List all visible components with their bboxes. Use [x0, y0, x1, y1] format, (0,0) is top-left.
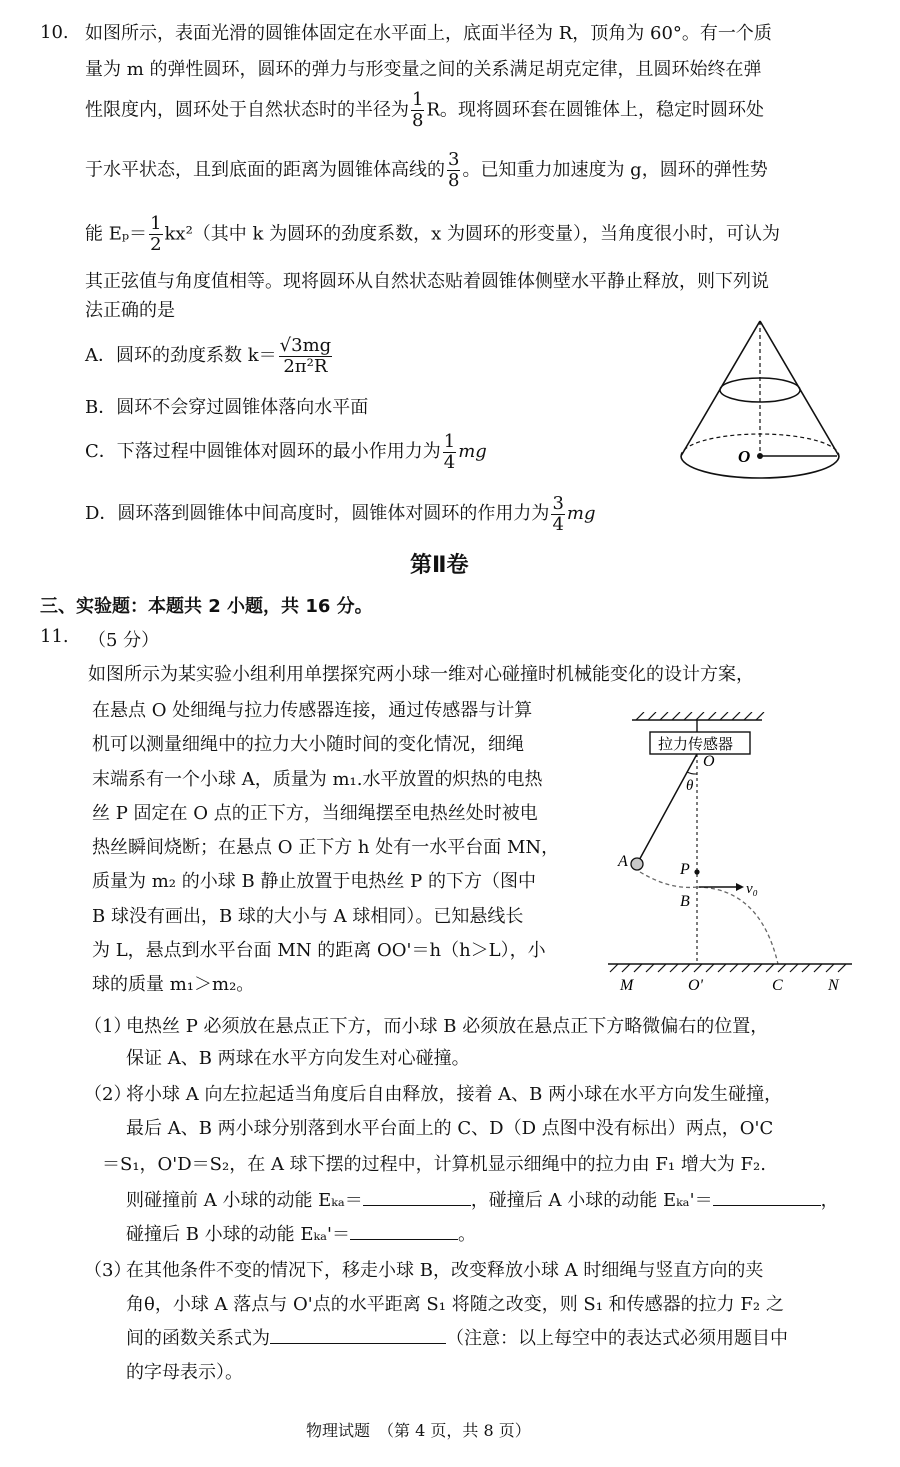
q11-part-3-line-2: 角θ，小球 A 落点与 O'点的水平距离 S₁ 将随之改变，则 S₁ 和传感器的拉力 F₂ 之	[126, 1294, 784, 1315]
cone-figure	[670, 316, 850, 486]
comma: ，	[820, 1190, 839, 1211]
answer-blank-3[interactable]	[350, 1221, 458, 1240]
option-c-unit: mg	[458, 441, 487, 462]
label-o: O	[738, 447, 751, 466]
q10-option-c	[85, 430, 487, 474]
blank-label-3: 碰撞后 B 小球的动能 Eₖₐ'＝	[126, 1224, 350, 1245]
fraction-1-4	[443, 432, 456, 473]
fraction-denominator: 8	[412, 110, 424, 131]
center-point	[757, 453, 763, 459]
q10-line-3-text: 性限度内，圆环处于自然状态时的半径为	[85, 99, 409, 121]
q10-option-a	[85, 334, 334, 378]
fig-label-b: B	[680, 893, 690, 910]
fig-label-theta: θ	[686, 778, 694, 794]
fraction-numerator: 1	[443, 430, 456, 452]
arrow-head	[736, 883, 744, 891]
q10-line-4-text: 于水平状态，且到底面的距离为圆锥体高线的	[85, 159, 445, 181]
q11-body-line: 热丝瞬间烧断；在悬点 O 正下方 h 处有一水平台面 MN，	[92, 837, 560, 859]
part-2-title: 第Ⅱ卷	[410, 553, 469, 578]
q10-option-b: B．圆环不会穿过圆锥体落向水平面	[85, 397, 369, 418]
cone-base-back	[681, 434, 839, 456]
q11-body-line: 球的质量 m₁＞m₂。	[92, 974, 255, 996]
answer-blank-4[interactable]	[270, 1325, 446, 1344]
answer-blank-1[interactable]	[363, 1187, 471, 1206]
pendulum-figure	[600, 712, 865, 997]
fraction-denominator: 4	[443, 451, 456, 473]
q10-line-2: 量为 m 的弹性圆环，圆环的弹力与形变量之间的关系满足胡克定律，且圆环始终在弹	[85, 59, 762, 80]
q11-part-1-line-1: 电热丝 P 必须放在悬点正下方，而小球 B 必须放在悬点正下方略微偏右的位置，	[126, 1016, 769, 1037]
theta-arc	[687, 772, 697, 774]
sensor-label: 拉力传感器	[658, 737, 734, 753]
q11-part-2-line-4	[126, 1186, 839, 1212]
fig-label-m: M	[620, 977, 634, 994]
q11-part-1-line-2: 保证 A、B 两球在水平方向发生对心碰撞。	[126, 1048, 470, 1069]
q10-line-6: 其正弦值与角度值相等。现将圆环从自然状态贴着圆锥体侧壁水平静止释放，则下列说	[85, 271, 769, 292]
q11-intro: 如图所示为某实验小组利用单摆探究两小球一维对心碰撞时机械能变化的设计方案，	[88, 664, 754, 685]
q10-line-4	[85, 150, 768, 191]
q11-body-line: 末端系有一个小球 A，质量为 m₁.水平放置的炽热的电热	[92, 768, 543, 790]
option-d-unit: mg	[566, 503, 596, 524]
q11-part-2-line-3: ＝S₁，O'D＝S₂，在 A 球下摆的过程中，计算机显示细绳中的拉力由 F₁ 增大为 F₂.	[102, 1154, 766, 1175]
q10-line-3-text-end: R。现将圆环套在圆锥体上，稳定时圆环处	[426, 99, 765, 121]
q11-body-line: B 球没有画出，B 球的大小与 A 球相同）。已知悬线长	[92, 905, 524, 927]
ball-a	[631, 858, 643, 870]
ground-hatch	[610, 964, 846, 972]
fraction-numerator: 1	[150, 213, 162, 234]
fraction-denominator: 8	[448, 170, 460, 191]
q11-part-1-number: （1）	[84, 1016, 132, 1037]
fig-label-o-prime: O'	[688, 977, 703, 994]
fraction-numerator: 3	[552, 492, 564, 514]
q10-line-5-text-end: kx²（其中 k 为圆环的劲度系数，x 为圆环的形变量），当角度很小时，可认为	[164, 223, 781, 245]
fraction-3-8	[447, 150, 460, 191]
fig-label-v0: v₀	[746, 881, 758, 897]
period: 。	[458, 1224, 476, 1245]
question-10-number: 10.	[40, 22, 69, 43]
q11-body-line: 为 L，悬点到水平台面 MN 的距离 OO'＝h（h＞L），小	[92, 940, 546, 962]
blank-label-4: 间的函数关系式为	[126, 1328, 270, 1349]
pendulum-string	[637, 754, 697, 864]
projectile-path	[697, 887, 778, 964]
fraction-k	[279, 336, 333, 377]
answer-blank-2[interactable]	[713, 1187, 821, 1206]
q11-score: （5 分）	[88, 630, 160, 651]
fig-label-o: O	[703, 753, 715, 770]
fig-label-n: N	[828, 977, 839, 994]
q11-body-line: 机可以测量细绳中的拉力大小随时间的变化情况，细绳	[92, 734, 524, 756]
q11-part-3-line-3	[126, 1324, 788, 1350]
blank-label-2: ，碰撞后 A 小球的动能 Eₖₐ'＝	[470, 1190, 713, 1211]
fraction-1-2	[149, 214, 162, 255]
option-c-text: C．下落过程中圆锥体对圆环的最小作用力为	[85, 441, 441, 462]
q10-line-1: 如图所示，表面光滑的圆锥体固定在水平面上，底面半径为 R，顶角为 60°。有一个质	[85, 23, 772, 44]
q11-body	[92, 694, 559, 1003]
q11-body-line: 丝 P 固定在 O 点的正下方，当细绳摆至电热丝处时被电	[92, 802, 538, 824]
fraction-numerator: √3mg	[279, 334, 332, 356]
note-text: （注意：以上每空中的表达式必须用题目中	[446, 1328, 788, 1349]
fraction-1-8	[411, 90, 424, 131]
fraction-denominator: 2	[150, 234, 162, 255]
q11-body-line: 在悬点 O 处细绳与拉力传感器连接，通过传感器与计算	[92, 700, 533, 721]
q10-line-5-text: 能 Eₚ＝	[85, 223, 148, 245]
page-footer: 物理试题 （第 4 页，共 8 页）	[306, 1421, 531, 1440]
q11-part-2-line-1: 将小球 A 向左拉起适当角度后自由释放，接着 A、B 两小球在水平方向发生碰撞，	[126, 1084, 783, 1105]
blank-label-1: 则碰撞前 A 小球的动能 Eₖₐ＝	[126, 1190, 363, 1211]
fraction-3-4	[551, 494, 564, 535]
q11-part-3-number: （3）	[84, 1260, 132, 1281]
fraction-numerator: 3	[448, 149, 460, 170]
q10-line-4-text-end: 。已知重力加速度为 g，圆环的弹性势	[462, 159, 768, 181]
fig-label-p: P	[680, 861, 690, 878]
point-p	[694, 869, 699, 874]
section-3-title: 三、实验题：本题共 2 小题，共 16 分。	[40, 596, 373, 617]
q11-part-2-number: （2）	[84, 1084, 132, 1105]
q11-part-2-line-5	[126, 1220, 476, 1246]
q10-option-d	[85, 492, 595, 536]
q11-part-3-line-4: 的字母表示）。	[126, 1362, 243, 1383]
cone-base-front	[681, 456, 839, 478]
fraction-numerator: 1	[412, 89, 424, 110]
fig-label-a: A	[618, 853, 628, 870]
q11-part-2-line-2: 最后 A、B 两小球分别落到水平台面上的 C、D（D 点图中没有标出）两点，O'C	[126, 1118, 774, 1139]
q10-line-5	[85, 214, 780, 255]
q11-part-3-line-1: 在其他条件不变的情况下，移走小球 B，改变释放小球 A 时细绳与竖直方向的夹	[126, 1260, 764, 1281]
fig-label-c: C	[772, 977, 783, 994]
fraction-denominator: 2π²R	[283, 355, 328, 377]
q10-line-7: 法正确的是	[85, 300, 175, 321]
fraction-denominator: 4	[552, 513, 564, 535]
q11-body-line: 质量为 m₂ 的小球 B 静止放置于电热丝 P 的下方（图中	[92, 871, 536, 893]
option-a-text: A．圆环的劲度系数 k＝	[85, 345, 277, 366]
option-d-text: D．圆环落到圆锥体中间高度时，圆锥体对圆环的作用力为	[85, 503, 550, 524]
question-11-number: 11.	[40, 626, 69, 647]
ceiling-hatch	[636, 712, 764, 720]
q10-line-3	[85, 90, 764, 131]
